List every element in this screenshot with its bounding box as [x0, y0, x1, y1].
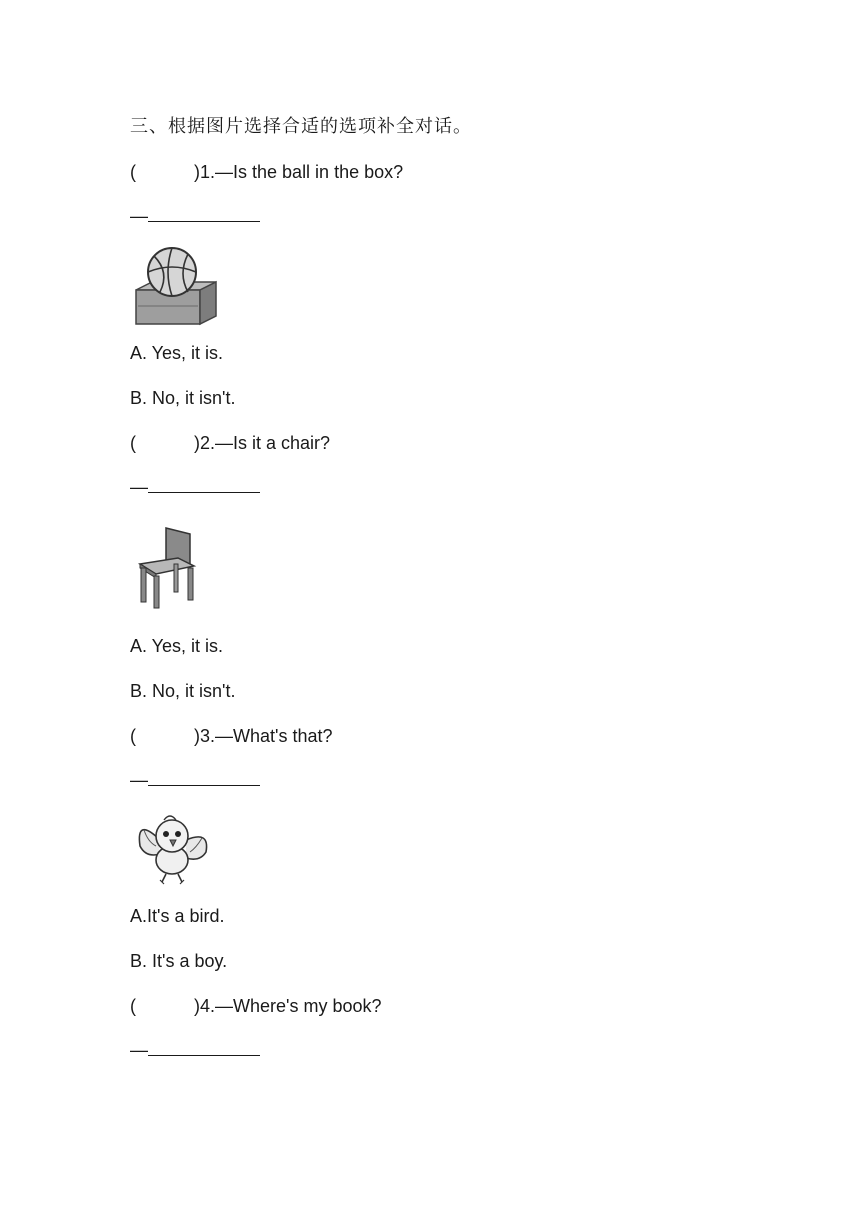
dash: —	[215, 726, 234, 746]
dash: —	[215, 996, 234, 1016]
question-3	[130, 725, 333, 747]
answer-line-1	[130, 205, 260, 227]
dash: —	[215, 433, 234, 453]
question-4	[130, 995, 382, 1017]
dash: —	[130, 206, 148, 226]
answer-underline[interactable]	[148, 476, 260, 493]
section-heading: 三、根据图片选择合适的选项补全对话。	[130, 116, 472, 137]
dash: —	[130, 1040, 148, 1060]
question-number: )4.	[194, 996, 216, 1016]
basketball-on-box-icon	[130, 244, 220, 328]
option-2b: B. No, it isn't.	[130, 681, 236, 701]
chair-icon	[130, 522, 202, 612]
option-1b: B. No, it isn't.	[130, 388, 236, 408]
option-3a: A.It's a bird.	[130, 906, 225, 926]
question-1	[130, 161, 403, 183]
open-paren: (	[130, 726, 136, 746]
answer-line-4	[130, 1039, 260, 1061]
question-text: What's that?	[233, 726, 333, 746]
bird-icon	[130, 808, 214, 888]
answer-underline[interactable]	[148, 205, 260, 222]
question-number: )3.	[194, 726, 216, 746]
dash: —	[130, 477, 148, 497]
dash: —	[215, 162, 234, 182]
open-paren: (	[130, 996, 136, 1016]
question-2	[130, 432, 330, 454]
answer-line-3	[130, 769, 260, 791]
option-1a: A. Yes, it is.	[130, 343, 224, 363]
question-text: Is the ball in the box?	[233, 162, 404, 182]
answer-underline[interactable]	[148, 1039, 260, 1056]
answer-underline[interactable]	[148, 769, 260, 786]
option-3b: B. It's a boy.	[130, 951, 228, 971]
question-text: Is it a chair?	[233, 433, 331, 453]
question-text: Where's my book?	[233, 996, 382, 1016]
open-paren: (	[130, 433, 136, 453]
dash: —	[130, 770, 148, 790]
question-number: )1.	[194, 162, 216, 182]
option-2a: A. Yes, it is.	[130, 636, 224, 656]
answer-line-2	[130, 476, 260, 498]
open-paren: (	[130, 162, 136, 182]
question-number: )2.	[194, 433, 216, 453]
